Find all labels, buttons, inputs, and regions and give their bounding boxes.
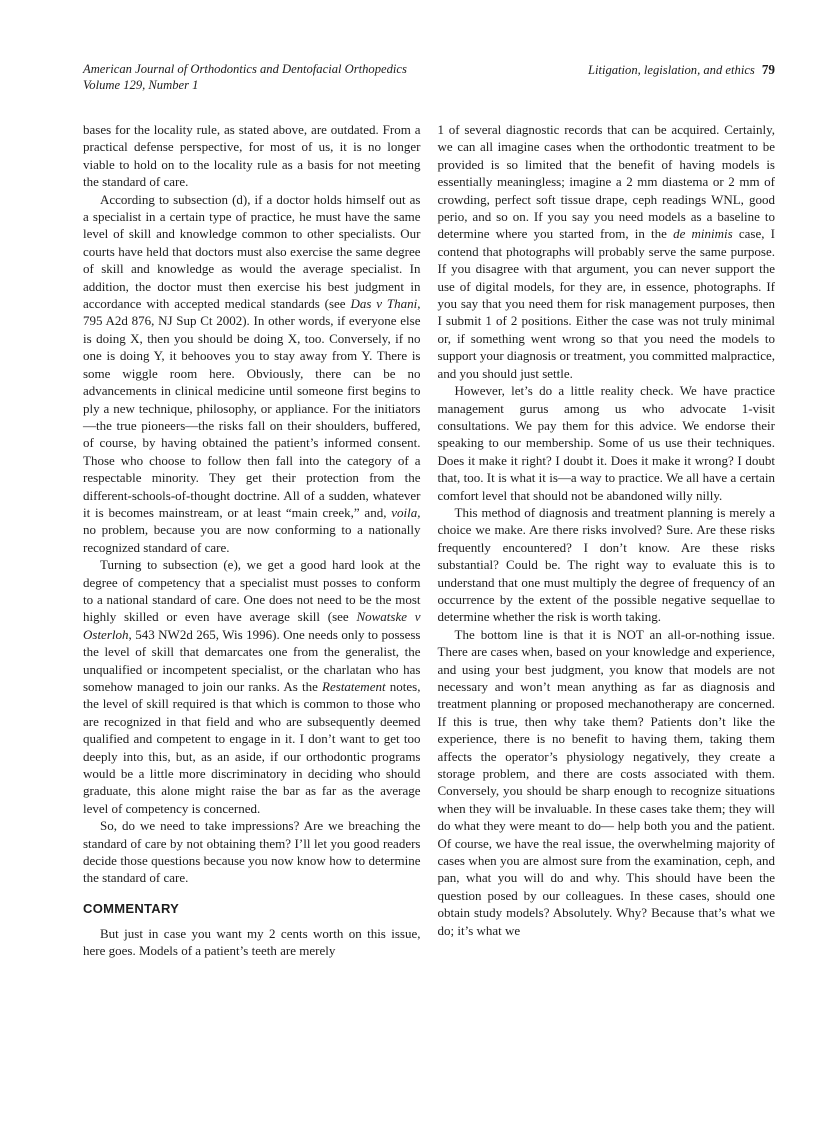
paragraph bbox=[438, 382, 776, 504]
volume-line: Volume 129, Number 1 bbox=[83, 77, 199, 92]
text-run: According to subsection (d), if a doctor holds himself out as a specialist in a certain type of practice, he must have the same level of skill and knowledge common to other specialists. Our courts have held that doctors must also exercise the same degree of skill and knowledge as would the average specialist. In addition, the doctor must then exercise his best judgment in accordance with accepted medical standards (see bbox=[83, 191, 421, 312]
paragraph bbox=[83, 556, 421, 817]
text-run: 1 of several diagnostic records that can be acquired. Certainly, we can all imagine cases when the orthodontic treatment to be provided is so limited that the benefit of having models is essentially meaningless; imagine a 2 mm diastema or 2 mm of crowding, perfect soft tissue drape, ceph readings WNL, good perio, and so on. If you say you need models as a baseline to determine where you started from, in the bbox=[437, 122, 775, 242]
text-run: So, do we need to take impressions? Are we breaching the standard of care by not obtaining them? I’ll let you good readers decide those questions because you now know how to determine the standard of care. bbox=[83, 818, 421, 886]
column-left bbox=[83, 121, 421, 960]
paragraph bbox=[438, 626, 776, 939]
paragraph bbox=[83, 191, 421, 557]
journal-name: American Journal of Orthodontics and Dentofacial Orthopedics bbox=[83, 62, 407, 76]
paragraph bbox=[83, 925, 421, 960]
italic-text-run: Nowatske v Osterloh bbox=[83, 609, 421, 642]
text-run: This method of diagnosis and treatment planning is merely a choice we make. Are there risks involved? Sure. Are these risks frequently encountered? I don’t know. Are these risks substantial? Could be. The right way to evaluate this is to understand that one must multiply the degree of frequency of an occurrence by the extent of the possible negative sequellae to determine whether the risk is worth taking. bbox=[437, 504, 775, 625]
text-run: The bottom line is that it is NOT an all-or-nothing issue. There are cases when, based on your knowledge and experience, and using your best judgment, you know that models are not necessary and won’t mean anything as far as diagnosis and treatment planning or proposed mechanotherapy are concerned. If this is true, then why take them? Patients don’t like the experience, there is no benefit to having them, taking them affects the operator’s physiology negatively, they create a storage problem, and there are costs associated with them. Conversely, you should be sharp enough to recognize situations when they will be invaluable. In these cases take them; they will do what they were meant to do— help both you and the patient. Of course, we have the real issue, the overwhelming majority of cases when you are almost sure from the examination, ceph, and pan, what you will do and why. This should have been the question posed by our colleagues. In these cases, should one obtain study models? Absolutely. Why? Because that’s what we do; it’s what we bbox=[437, 626, 775, 938]
text-run: But just in case you want my 2 cents worth on this issue, here goes. Models of a patient’s teeth are merely bbox=[83, 925, 421, 959]
journal-masthead bbox=[83, 62, 407, 93]
text-run: bases for the locality rule, as stated above, are outdated. From a practical defense perspective, for most of us, it is no longer viable to hold on to the locality rule as a basis for not meeting the standard of care. bbox=[83, 122, 421, 190]
paragraph bbox=[83, 817, 421, 887]
running-head-group bbox=[588, 62, 775, 79]
italic-text-run: Das v Thani bbox=[350, 296, 418, 312]
paragraph bbox=[438, 504, 776, 626]
running-head: Litigation, legislation, and ethics bbox=[587, 63, 755, 77]
text-run: notes, the level of skill required is that which is common to those who are recognized in that field and who are subsequently deemed qualified and competent to engage in it. I don’t want to get too deeply into this, but, as an aside, if our orthodontic programs would be a little more discriminatory in deciding who should graduate, this alone might raise the bar as far as the average level of competency is concerned. bbox=[83, 679, 421, 816]
page-header bbox=[83, 62, 775, 93]
italic-text-run: voila, bbox=[391, 504, 421, 520]
article-body bbox=[83, 121, 775, 960]
column-right bbox=[438, 121, 776, 960]
text-run: , 795 A2d 876, NJ Sup Ct 2002). In other words, if everyone else is doing X, then you should be doing X, too. Conversely, if no one is doing Y, it behooves you to stay away from Y. There is some wiggle room here. Obviously, there can be no advancements in clinical medicine until someone first begins to ply a new technique, philosophy, or appliance. For the initiators—the true pioneers—the risks fall on their shoulders, buffered, of course, by having obtained the patient’s informed consent. Those who choose to follow then fall into the category of a respectable minority. They get their protection from the different-schools-of-thought doctrine. All of a sudden, whatever it is becomes mainstream, or at least “main creek,” and, bbox=[83, 296, 421, 520]
italic-text-run: Restatement bbox=[322, 679, 386, 694]
text-run: , 543 NW2d 265, Wis 1996). One needs only to possess the level of skill that demarcates one from the generalist, the unqualified or incompetent specialist, or the charlatan who has somehow managed to join our ranks. As the bbox=[83, 626, 421, 694]
paragraph bbox=[83, 121, 421, 191]
italic-text-run: de minimis bbox=[673, 226, 733, 242]
section-heading: COMMENTARY bbox=[83, 900, 180, 916]
text-run: case, I contend that photographs will probably serve the same purpose. If you disagree with that argument, you can never support the use of digital models, for they are, in essence, photographs. If you say that you need them for risk management purposes, then I submit 1 of 2 positions. Either the case was not truly minimal or, if something went wrong so that you need the models to support your diagnosis or treatment, you committed malpractice, and you should just settle. bbox=[437, 226, 776, 381]
text-run: Turning to subsection (e), we get a good hard look at the degree of competency that a specialist must posses to conform to a national standard of care. One does not need to be the most highly skilled or even have average skill (see bbox=[83, 557, 421, 625]
paragraph bbox=[438, 121, 776, 382]
text-run: no problem, because you are now conforming to a nationally recognized standard of care. bbox=[83, 522, 421, 555]
text-run: However, let’s do a little reality check. We have practice management gurus among us who advocate 1-visit consultations. We pay them for this advice. We endorse their speaking to our membership. Some of us use their techniques. Does it make it right? I doubt it. Does it make it wrong? I doubt that, too. It is what it is—a way to practice. We all have a certain comfort level that should not be abandoned willy nilly. bbox=[437, 383, 775, 503]
page-number: 79 bbox=[761, 62, 775, 77]
